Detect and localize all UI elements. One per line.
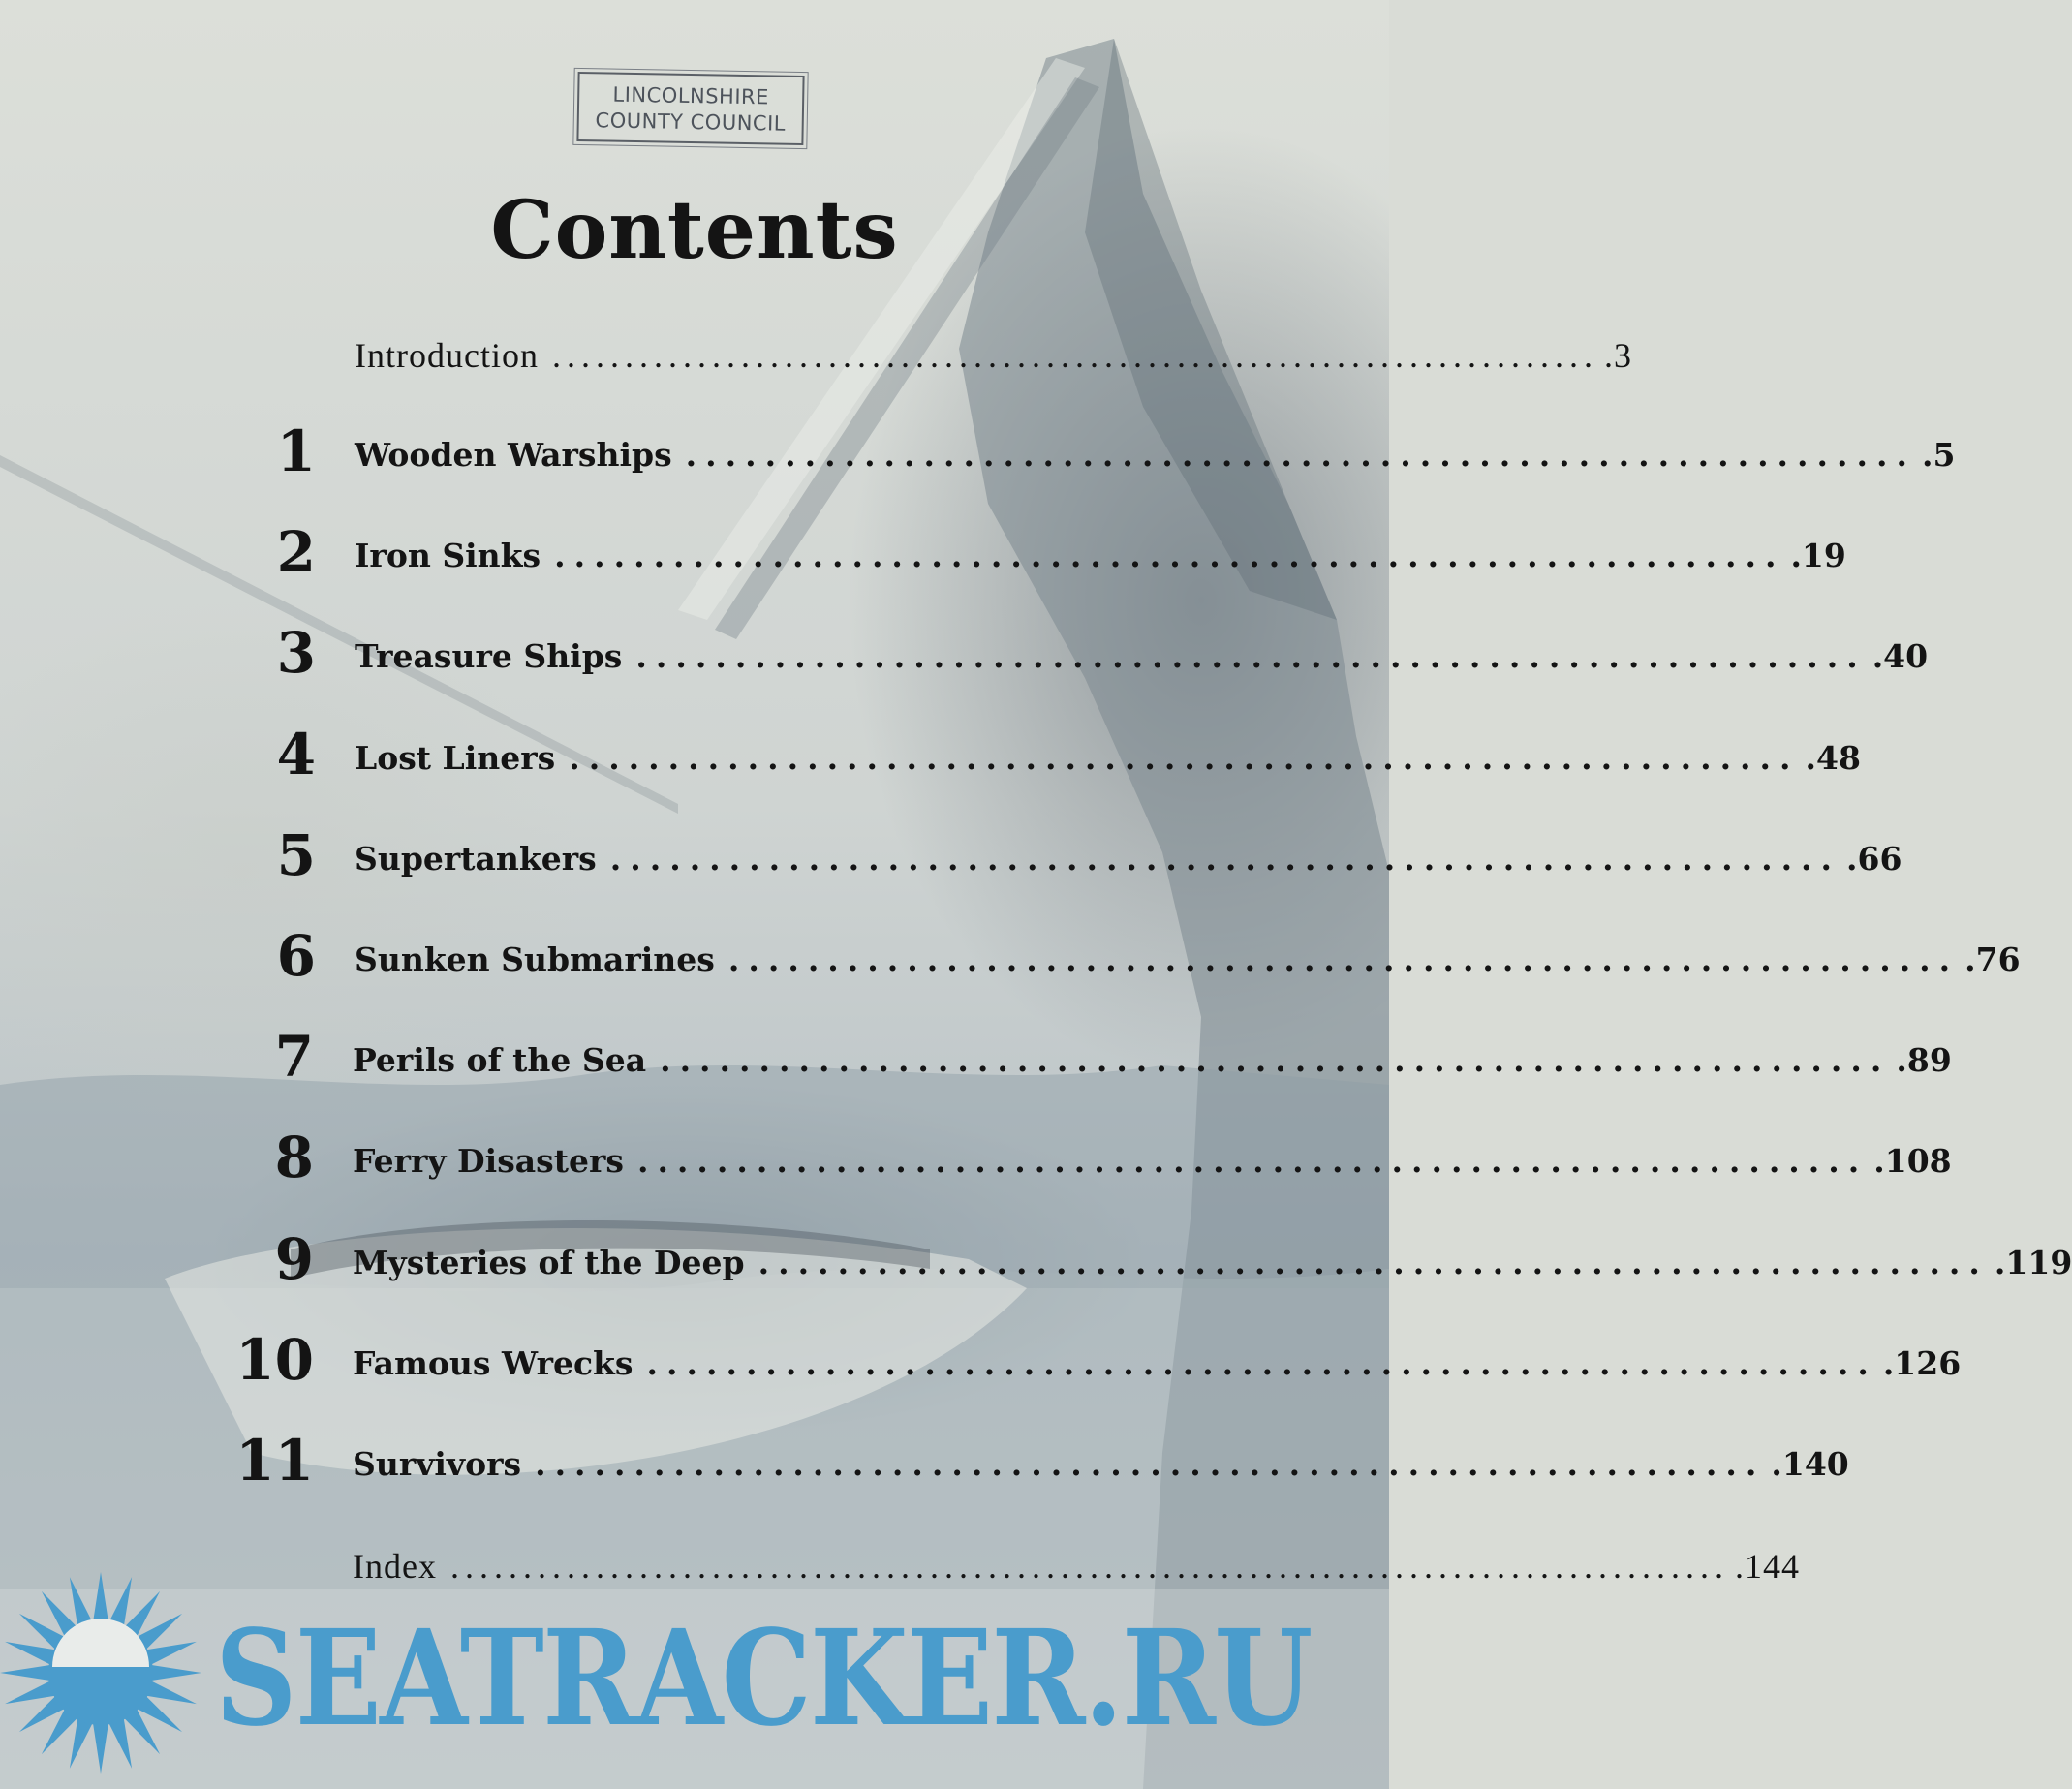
leader-dots: .............................................................. bbox=[685, 436, 1916, 474]
toc-entry-chapter bbox=[355, 739, 1861, 777]
toc-entry-label: Lost Liners bbox=[355, 739, 556, 777]
toc-entry-page: .40 bbox=[1871, 637, 1929, 675]
toc-entry-label: Perils of the Sea bbox=[353, 1041, 647, 1079]
leader-dots: .............................................................. bbox=[636, 1142, 1869, 1180]
leader-dots: .............................................................. bbox=[554, 537, 1785, 574]
toc-entry-label: Introduction bbox=[355, 336, 539, 375]
toc-entry-label: Famous Wrecks bbox=[353, 1344, 634, 1382]
leader-dots: .............................................................. bbox=[569, 739, 1800, 777]
leader-dots: .............................................................. bbox=[727, 941, 1960, 978]
leader-dots: .............................................................. bbox=[535, 1445, 1766, 1483]
toc-entry-page: .5 bbox=[1921, 436, 1956, 474]
toc-entry-chapter bbox=[353, 1344, 1962, 1382]
toc-entry-page: .144 bbox=[1734, 1547, 1800, 1586]
chapter-number: 7 bbox=[274, 1024, 314, 1090]
toc-entry-page: .126 bbox=[1882, 1344, 1962, 1382]
leader-dots: ........................................................................................ bbox=[449, 1547, 1729, 1586]
toc-entry-label: Sunken Submarines bbox=[355, 941, 715, 978]
leader-dots: .............................................................. bbox=[646, 1344, 1877, 1382]
chapter-number: 6 bbox=[276, 923, 316, 989]
toc-entry-page: .119 bbox=[1994, 1244, 2072, 1281]
leader-dots: .............................................................. bbox=[758, 1244, 1989, 1281]
chapter-number: 8 bbox=[274, 1125, 314, 1190]
toc-entry-page: .48 bbox=[1805, 739, 1861, 777]
toc-entry-introduction bbox=[355, 335, 1632, 376]
toc-entry-chapter bbox=[355, 941, 2021, 978]
toc-entry-label: Mysteries of the Deep bbox=[353, 1244, 745, 1281]
toc-entry-chapter bbox=[353, 1041, 1952, 1079]
toc-entry-chapter bbox=[355, 840, 1902, 878]
chapter-number: 10 bbox=[235, 1327, 314, 1393]
toc-entry-page: .66 bbox=[1846, 840, 1902, 878]
page-title: Contents bbox=[490, 184, 899, 277]
toc-entry-label: Iron Sinks bbox=[355, 537, 541, 574]
stamp-line-2: COUNTY COUNCIL bbox=[595, 108, 787, 136]
toc-entry-label: Supertankers bbox=[355, 840, 597, 878]
toc-entry-chapter bbox=[353, 1445, 1849, 1483]
toc-entry-label: Survivors bbox=[353, 1445, 522, 1483]
toc-entry-label: Index bbox=[353, 1547, 437, 1586]
watermark-text: SEATRACKER.RU bbox=[215, 1601, 1312, 1756]
chapter-number: 5 bbox=[276, 822, 316, 888]
stamp-line-1: LINCOLNSHIRE bbox=[612, 82, 770, 109]
chapter-number: 3 bbox=[276, 620, 316, 686]
toc-entry-page: .108 bbox=[1873, 1142, 1952, 1180]
toc-entry-label: Wooden Warships bbox=[355, 436, 672, 474]
chapter-number: 11 bbox=[235, 1428, 314, 1494]
chapter-number: 9 bbox=[274, 1226, 314, 1292]
leader-dots: .............................................................. bbox=[609, 840, 1841, 878]
toc-entry-chapter bbox=[355, 637, 1929, 675]
toc-entry-page: .89 bbox=[1896, 1041, 1952, 1079]
toc-entry-label: Treasure Ships bbox=[355, 637, 623, 675]
toc-entry-page: .3 bbox=[1603, 336, 1632, 375]
toc-entry-chapter bbox=[353, 1142, 1952, 1180]
toc-entry-page: .19 bbox=[1790, 537, 1846, 574]
toc-entry-chapter bbox=[353, 1244, 2072, 1281]
toc-entry-page: .76 bbox=[1964, 941, 2021, 978]
toc-entry-chapter bbox=[355, 436, 1956, 474]
toc-entry-chapter bbox=[355, 537, 1846, 574]
leader-dots: .............................................................. bbox=[660, 1041, 1891, 1079]
library-stamp bbox=[576, 72, 804, 145]
toc-entry-page: .140 bbox=[1771, 1445, 1849, 1483]
chapter-number: 1 bbox=[276, 418, 316, 484]
toc-entry-index bbox=[353, 1546, 1800, 1587]
leader-dots: ........................................................................ bbox=[551, 336, 1598, 375]
leader-dots: .............................................................. bbox=[635, 637, 1867, 675]
chapter-number: 2 bbox=[276, 519, 316, 585]
chapter-number: 4 bbox=[276, 722, 316, 787]
toc-entry-label: Ferry Disasters bbox=[353, 1142, 624, 1180]
